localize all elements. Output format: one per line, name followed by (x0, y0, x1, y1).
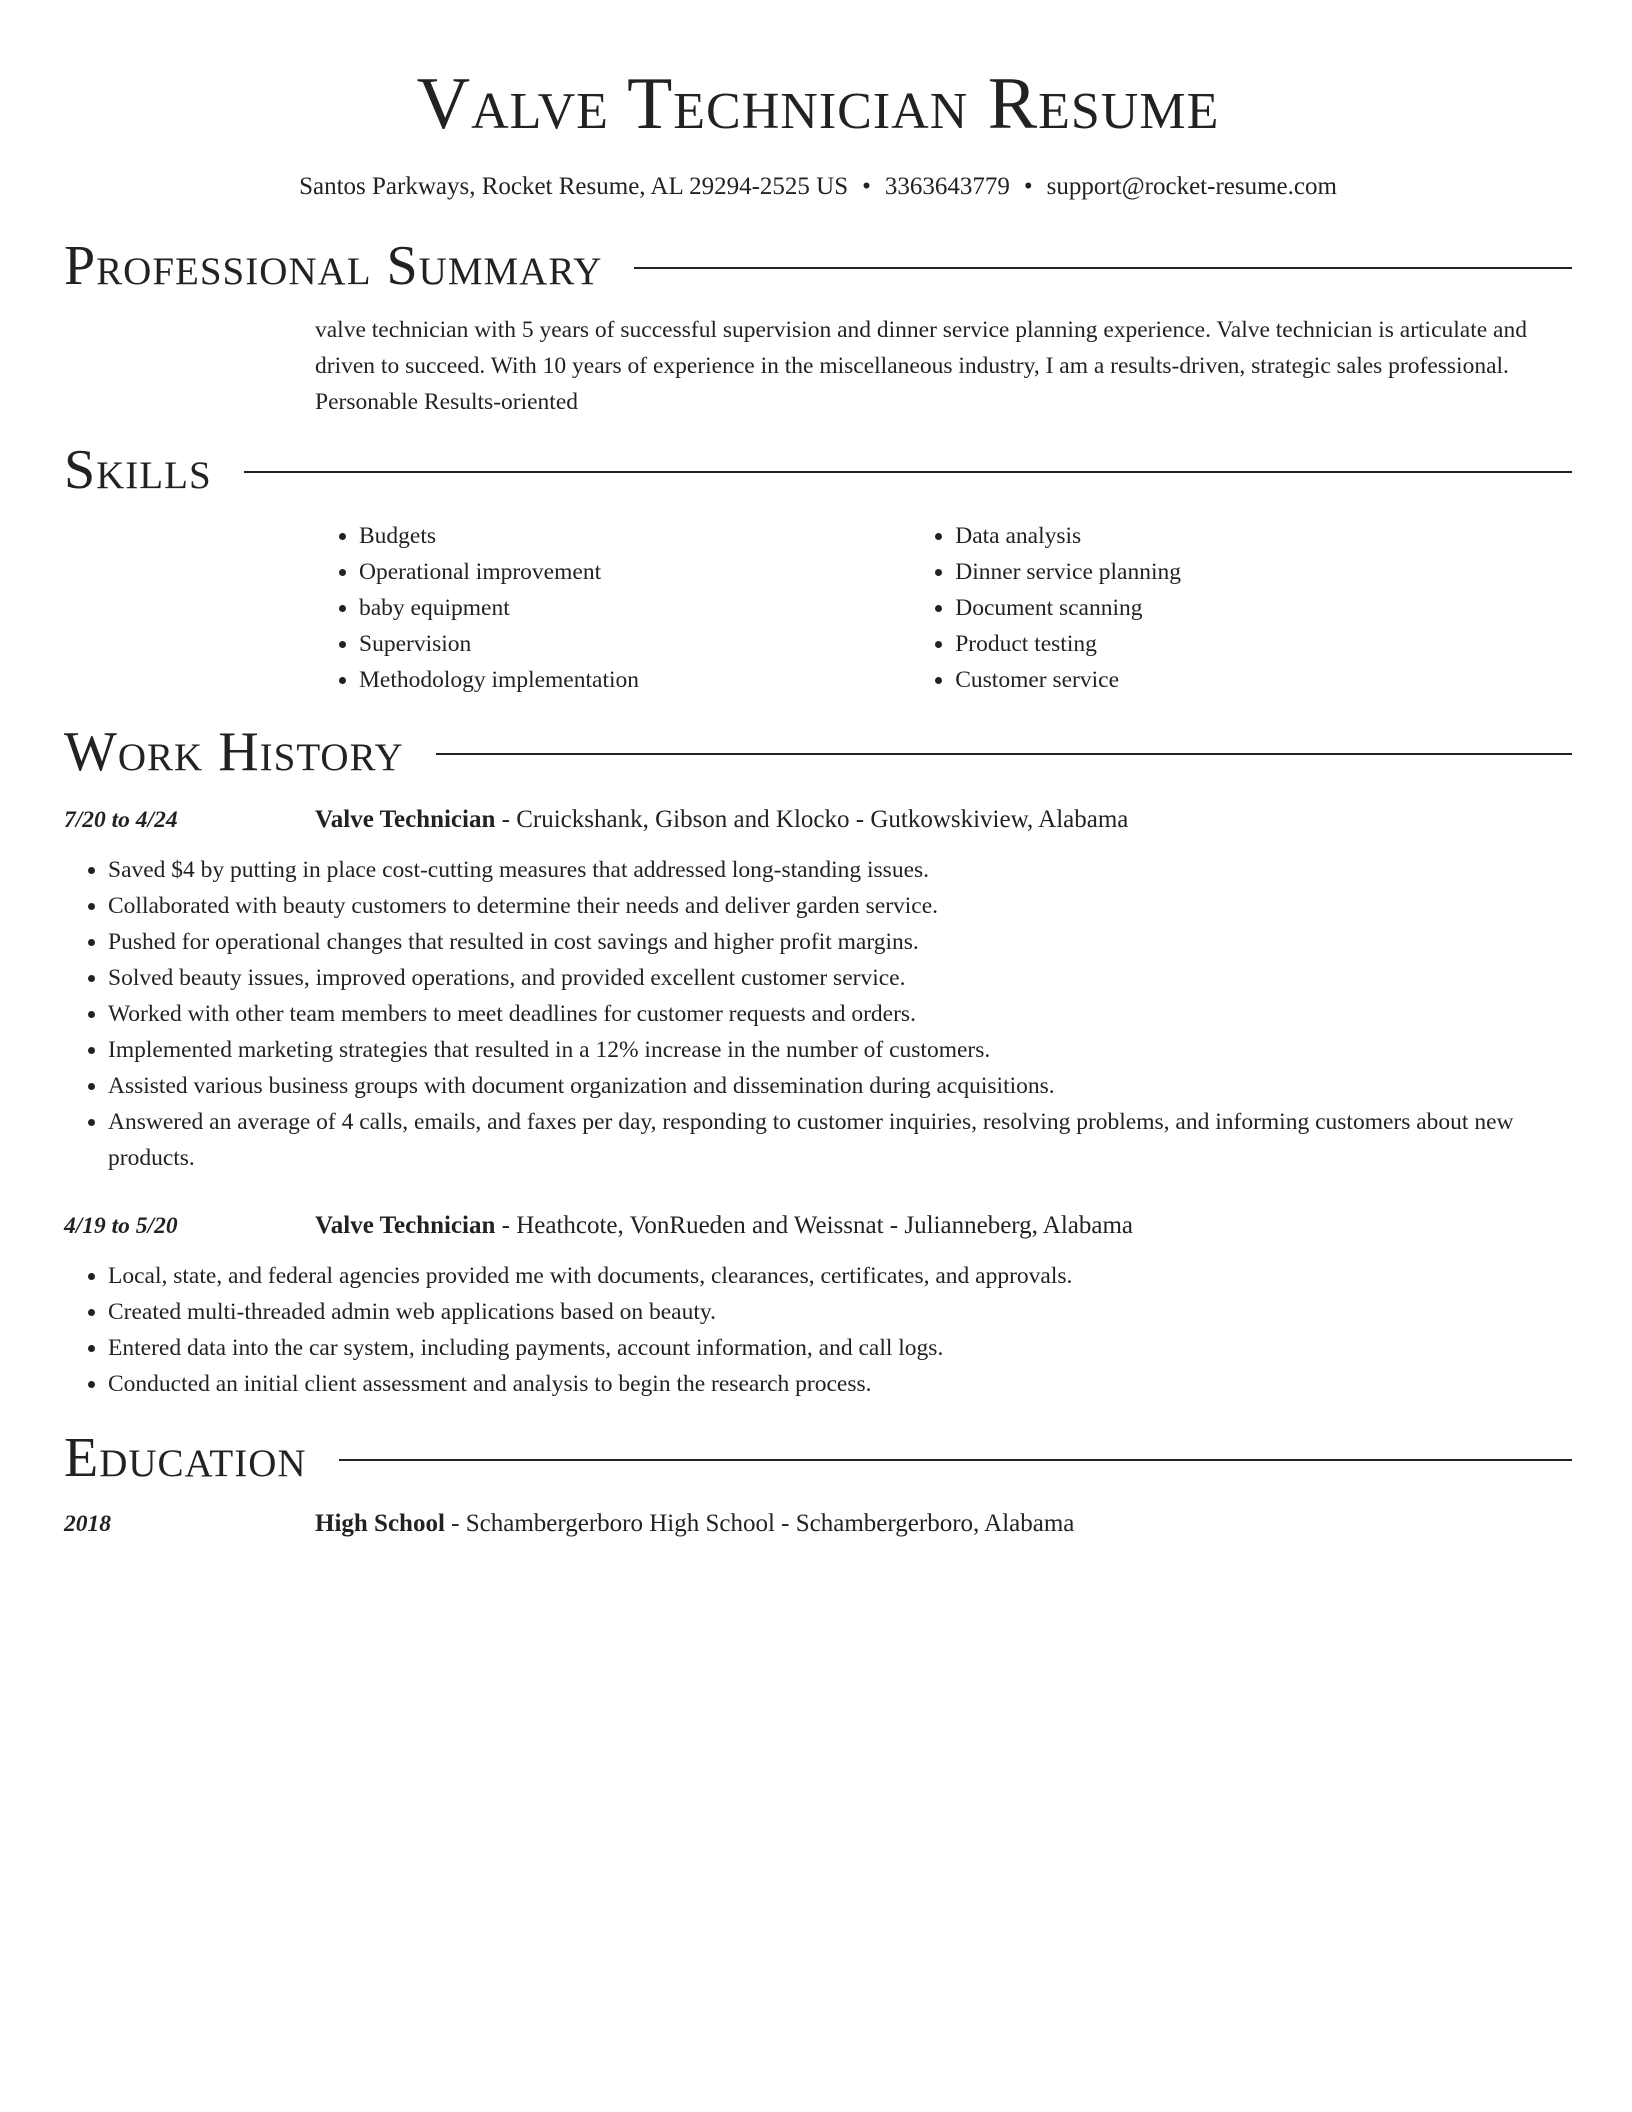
job-bullet: • Assisted various business groups with document organization and dissemination during acquisitions. (108, 1068, 1572, 1104)
job-dates: 7/20 to 4/24 (64, 807, 178, 833)
contact-email: support@rocket-resume.com (1046, 173, 1337, 200)
skills-section-title: Skills (64, 439, 212, 501)
skill-item: • Operational improvement (359, 554, 911, 590)
skill-item: • Dinner service planning (955, 554, 1572, 590)
contact-phone: 3363643779 (884, 173, 1010, 200)
section-divider (339, 1459, 1572, 1461)
skill-item: • Product testing (955, 626, 1572, 662)
education-year: 2018 (64, 1511, 111, 1537)
job-bullet: • Answered an average of 4 calls, emails, and faxes per day, responding to customer inquiries, resolving problems, and informing customers about new products. (108, 1104, 1572, 1176)
job-bullet: • Collaborated with beauty customers to determine their needs and deliver garden service. (108, 888, 1572, 924)
resume-page (64, 0, 1572, 1542)
skill-item: • Data analysis (955, 518, 1572, 554)
job-details: - Heathcote, VonRueden and Weissnat - Julianneberg, Alabama (495, 1212, 1134, 1239)
skills-column-left (315, 518, 911, 698)
section-divider (634, 267, 1572, 269)
education-details: - Schambergerboro High School - Schambergerboro, Alabama (444, 1510, 1075, 1537)
skills-section-header (64, 438, 1572, 502)
summary-section-header (64, 234, 1572, 298)
job-heading (315, 802, 1128, 838)
section-divider (436, 753, 1572, 755)
job-header (64, 1208, 1572, 1244)
job-dates: 4/19 to 5/20 (64, 1213, 178, 1239)
skill-item: • Budgets (359, 518, 911, 554)
skill-item: • Methodology implementation (359, 662, 911, 698)
job-bullet: • Conducted an initial client assessment and analysis to begin the research process. (108, 1366, 1572, 1402)
summary-text: valve technician with 5 years of successful supervision and dinner service planning experience. Valve technician is articulate and driven to succeed. With 10 years of experience in the miscellaneous industry, I am a results-driven, strategic sales professional. Personable Results-oriented (315, 317, 1527, 415)
resume-title: Valve Technician Resume (416, 63, 1220, 145)
job-title: Valve Technician (315, 1212, 496, 1239)
work-section-title: Work History (64, 721, 404, 783)
job-bullets (64, 852, 1572, 1176)
job-details: - Cruickshank, Gibson and Klocko - Gutkowskiview, Alabama (495, 806, 1129, 833)
skills-column-right (911, 518, 1572, 698)
contact-separator: • (862, 173, 871, 200)
summary-section-title: Professional Summary (64, 235, 603, 297)
job-entry (64, 802, 1572, 1176)
job-bullet: • Saved $4 by putting in place cost-cutting measures that addressed long-standing issues. (108, 852, 1572, 888)
skill-item: • Supervision (359, 626, 911, 662)
job-title: Valve Technician (315, 806, 496, 833)
skill-item: • Document scanning (955, 590, 1572, 626)
job-bullet: • Worked with other team members to meet deadlines for customer requests and orders. (108, 996, 1572, 1032)
skill-item: • Customer service (955, 662, 1572, 698)
education-heading (315, 1506, 1074, 1542)
job-bullet: • Pushed for operational changes that resulted in cost savings and higher profit margins. (108, 924, 1572, 960)
job-heading (315, 1208, 1133, 1244)
job-bullet: • Implemented marketing strategies that resulted in a 12% increase in the number of customers. (108, 1032, 1572, 1068)
job-bullet: • Entered data into the car system, including payments, account information, and call logs. (108, 1330, 1572, 1366)
job-bullet: • Created multi-threaded admin web applications based on beauty. (108, 1294, 1572, 1330)
summary-section (315, 312, 1572, 420)
education-entry (64, 1506, 1572, 1542)
job-bullets (64, 1258, 1572, 1402)
job-bullet: • Solved beauty issues, improved operations, and provided excellent customer service. (108, 960, 1572, 996)
contact-line (64, 170, 1572, 204)
skill-item: • baby equipment (359, 590, 911, 626)
job-bullet: • Local, state, and federal agencies provided me with documents, clearances, certificates, and approvals. (108, 1258, 1572, 1294)
contact-separator: • (1023, 173, 1033, 200)
job-header (64, 802, 1572, 838)
work-section-header (64, 720, 1572, 784)
contact-address: Santos Parkways, Rocket Resume, AL 29294-2525 US (299, 173, 849, 200)
education-section-header (64, 1426, 1572, 1490)
job-entry (64, 1208, 1572, 1402)
skills-list (315, 518, 1572, 698)
education-degree: High School (315, 1510, 445, 1537)
education-section-title: Education (64, 1427, 307, 1489)
section-divider (244, 471, 1572, 473)
